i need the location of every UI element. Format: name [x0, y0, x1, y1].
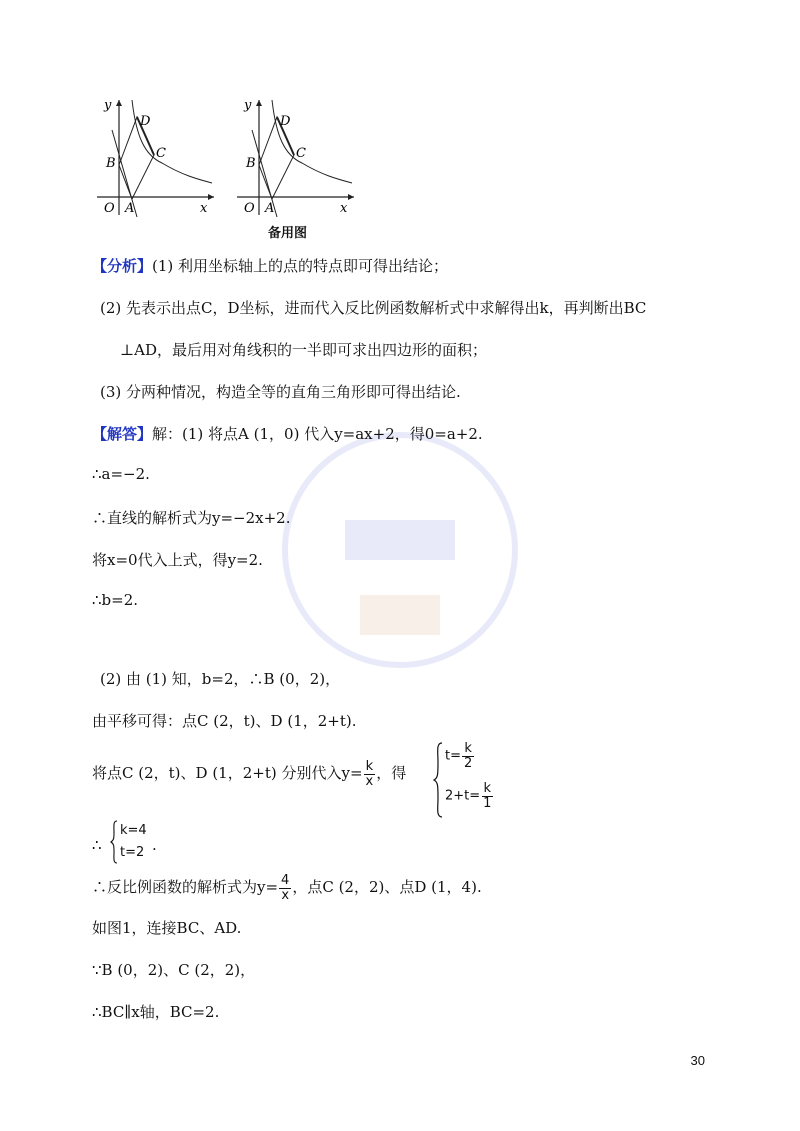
frac-den: 2 — [464, 755, 473, 771]
analysis-p1: (1) 利用坐标轴上的点的特点即可得出结论； — [152, 257, 449, 275]
eq2-lhs: 2+t= — [445, 788, 481, 804]
page-number: 30 — [690, 1053, 705, 1068]
frac-den: x — [281, 887, 290, 903]
fig2-label-d: D — [280, 114, 291, 129]
system-brace-2 — [110, 820, 118, 864]
solution-s6: (2) 由 (1) 知，b=2，∴B (0，2)， — [100, 670, 341, 688]
fig2-label-y: y — [244, 98, 252, 113]
system-solution — [120, 820, 147, 864]
solution-s10-line — [92, 874, 482, 902]
solution-s1-line — [92, 423, 483, 444]
solution-s8-line — [92, 760, 406, 788]
solution-s13: ∴BC∥x轴，BC=2. — [92, 1003, 220, 1021]
system-brace-1 — [433, 742, 443, 818]
frac-num: 4 — [281, 873, 290, 888]
solution-s11: 如图1，连接BC、AD. — [92, 919, 242, 937]
solution-s4: 将x=0代入上式，得y=2. — [92, 551, 263, 569]
solution-s3: ∴直线的解析式为y=−2x+2. — [92, 509, 291, 527]
fig1-label-b: B — [106, 156, 116, 171]
analysis-p1-line — [92, 255, 448, 276]
analysis-p2b: ⊥AD，最后用对角线积的一半即可求出四边形的面积； — [120, 341, 487, 359]
figure-2 — [232, 95, 362, 220]
fig1-label-y: y — [104, 98, 112, 113]
eq1-lhs: t= — [445, 748, 461, 764]
fig1-label-d: D — [140, 114, 151, 129]
fig2-label-b: B — [246, 156, 256, 171]
sol-k: k=4 — [120, 823, 147, 838]
fig1-label-o: O — [104, 201, 115, 216]
fraction-k-over-1 — [481, 782, 493, 810]
fig1-label-x: x — [200, 201, 208, 216]
sol-t: t=2 — [120, 845, 145, 860]
solution-s10-pre: ∴反比例函数的解析式为y= — [92, 878, 279, 897]
fig2-label-o: O — [244, 201, 255, 216]
fig1-label-a: A — [125, 201, 135, 216]
fig2-label-c: C — [296, 146, 306, 161]
frac-num: k — [483, 781, 492, 796]
fig1-label-c: C — [156, 146, 166, 161]
solution-s8-pre: 将点C (2，t)、D (1，2+t) 分别代入y= — [92, 764, 363, 783]
analysis-p3: (3) 分两种情况，构造全等的直角三角形即可得出结论. — [100, 383, 461, 401]
solution-s5: ∴b=2. — [92, 591, 139, 609]
solution-s1: 解：(1) 将点A (1，0) 代入y=ax+2，得0=a+2. — [152, 425, 483, 443]
frac-den: x — [365, 773, 374, 789]
figure-caption: 备用图 — [268, 226, 308, 241]
solution-s7: 由平移可得：点C (2，t)、D (1，2+t). — [92, 712, 357, 730]
fraction-4-over-x — [279, 874, 291, 902]
watermark-logo — [275, 425, 525, 675]
solution-s12: ∵B (0，2)、C (2，2)， — [92, 961, 256, 979]
fraction-k-over-x — [364, 760, 376, 788]
frac-den: 1 — [483, 795, 492, 811]
solution-tag: 【解答】 — [92, 425, 153, 443]
system-eq1 — [445, 742, 475, 770]
solution-s2: ∴a=−2. — [92, 465, 150, 483]
analysis-tag: 【分析】 — [92, 257, 153, 275]
solution-s9-pre: ∴ — [92, 836, 102, 854]
fraction-k-over-2 — [462, 742, 474, 770]
solution-s9-post: . — [152, 836, 157, 854]
frac-num: k — [365, 759, 374, 774]
analysis-p2: (2) 先表示出点C，D坐标，进而代入反比例函数解析式中求解得出k，再判断出BC — [100, 299, 647, 317]
fig2-label-x: x — [340, 201, 348, 216]
figure-1 — [92, 95, 222, 220]
solution-s10-post: ，点C (2，2)、点D (1，4). — [292, 878, 482, 897]
fig2-label-a: A — [265, 201, 275, 216]
solution-s8-mid: ，得 — [376, 764, 407, 783]
system-eq2 — [445, 782, 494, 810]
frac-num: k — [464, 741, 472, 756]
